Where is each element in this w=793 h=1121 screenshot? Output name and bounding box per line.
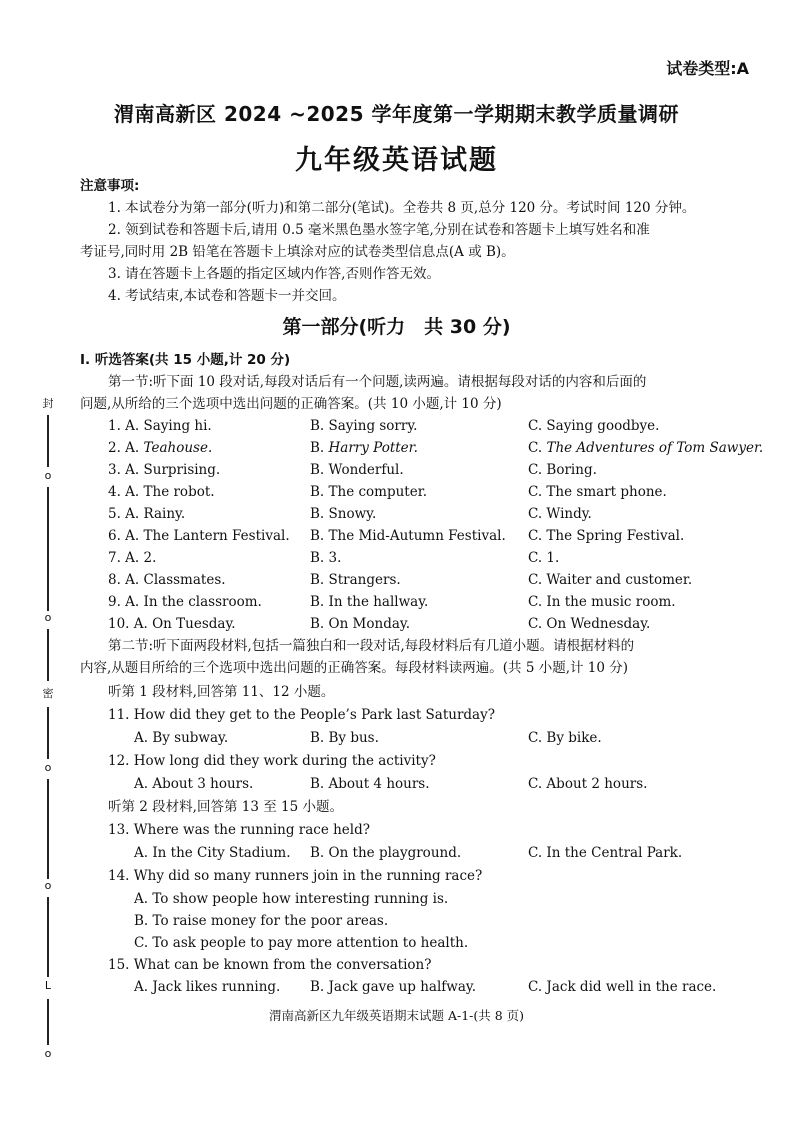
question-6-option-a: 6. A. The Lantern Festival. bbox=[108, 528, 290, 544]
question-15-option-a: A. Jack likes running. bbox=[134, 979, 281, 995]
question-2-option-a: 2. A. Teahouse. bbox=[108, 440, 213, 456]
binding-mark: 密 bbox=[42, 687, 54, 700]
question-12-stem: 12. How long did they work during the activity? bbox=[108, 753, 436, 769]
material-2-instruction: 听第 2 段材料,回答第 13 至 15 小题。 bbox=[108, 799, 343, 815]
note-line: 2. 领到试卷和答题卡后,请用 0.5 毫米黑色墨水签字笔,分别在试卷和答题卡上填写姓名和准 bbox=[108, 222, 650, 238]
question-13-option-a: A. In the City Stadium. bbox=[134, 845, 291, 861]
paper-type-label: 试卷类型:A bbox=[666, 59, 749, 78]
binding-mark: L bbox=[44, 979, 52, 992]
question-8-option-c: C. Waiter and customer. bbox=[528, 572, 693, 588]
question-9-option-c: C. In the music room. bbox=[528, 594, 676, 610]
question-14-option-a: A. To show people how interesting running is. bbox=[134, 891, 449, 907]
question-14-option-c: C. To ask people to pay more attention to health. bbox=[134, 935, 469, 951]
binding-mark: 封 bbox=[42, 397, 54, 410]
note-line: 1. 本试卷分为第一部分(听力)和第二部分(笔试)。全卷共 8 页,总分 120 分。考试时间 120 分钟。 bbox=[108, 200, 696, 216]
question-7-option-b: B. 3. bbox=[310, 550, 342, 566]
question-6-option-c: C. The Spring Festival. bbox=[528, 528, 685, 544]
question-4-option-a: 4. A. The robot. bbox=[108, 484, 215, 500]
note-line: 4. 考试结束,本试卷和答题卡一并交回。 bbox=[108, 288, 346, 304]
question-5-option-a: 5. A. Rainy. bbox=[108, 506, 186, 522]
binding-line bbox=[40, 395, 56, 1065]
exam-subtitle: 九年级英语试题 bbox=[295, 145, 498, 176]
section1-intro: 第一节:听下面 10 段对话,每段对话后有一个问题,读两遍。请根据每段对话的内容和后面的 bbox=[108, 374, 647, 390]
question-9-option-a: 9. A. In the classroom. bbox=[108, 594, 262, 610]
question-1-option-b: B. Saying sorry. bbox=[310, 418, 418, 434]
question-11-option-b: B. By bus. bbox=[310, 730, 379, 746]
binding-mark: o bbox=[44, 761, 52, 774]
binding-line-segment bbox=[47, 779, 49, 879]
binding-mark: o bbox=[44, 879, 52, 892]
question-15-stem: 15. What can be known from the conversation? bbox=[108, 957, 432, 973]
question-8-option-a: 8. A. Classmates. bbox=[108, 572, 226, 588]
question-5-option-c: C. Windy. bbox=[528, 506, 592, 522]
question-13-stem: 13. Where was the running race held? bbox=[108, 822, 370, 838]
question-10-option-a: 10. A. On Tuesday. bbox=[108, 616, 236, 632]
binding-mark: o bbox=[44, 469, 52, 482]
binding-line-segment bbox=[47, 999, 49, 1045]
question-10-option-b: B. On Monday. bbox=[310, 616, 411, 632]
question-8-option-b: B. Strangers. bbox=[310, 572, 401, 588]
notes-heading: 注意事项: bbox=[80, 178, 140, 194]
binding-mark: o bbox=[44, 1047, 52, 1060]
question-3-option-b: B. Wonderful. bbox=[310, 462, 404, 478]
material-1-instruction: 听第 1 段材料,回答第 11、12 小题。 bbox=[108, 684, 335, 700]
question-5-option-b: B. Snowy. bbox=[310, 506, 377, 522]
question-6-option-b: B. The Mid-Autumn Festival. bbox=[310, 528, 506, 544]
question-13-option-b: B. On the playground. bbox=[310, 845, 462, 861]
question-1-option-c: C. Saying goodbye. bbox=[528, 418, 660, 434]
question-12-option-a: A. About 3 hours. bbox=[134, 776, 254, 792]
exam-title: 渭南高新区 2024 ~2025 学年度第一学期期末教学质量调研 bbox=[114, 102, 679, 126]
question-4-option-c: C. The smart phone. bbox=[528, 484, 667, 500]
question-11-stem: 11. How did they get to the People’s Park last Saturday? bbox=[108, 707, 495, 723]
question-9-option-b: B. In the hallway. bbox=[310, 594, 429, 610]
question-15-option-c: C. Jack did well in the race. bbox=[528, 979, 717, 995]
question-12-option-c: C. About 2 hours. bbox=[528, 776, 648, 792]
question-11-option-c: C. By bike. bbox=[528, 730, 602, 746]
question-7-option-c: C. 1. bbox=[528, 550, 560, 566]
question-7-option-a: 7. A. 2. bbox=[108, 550, 157, 566]
question-3-option-a: 3. A. Surprising. bbox=[108, 462, 221, 478]
question-2-option-c: C. The Adventures of Tom Sawyer. bbox=[528, 440, 764, 456]
page-footer: 渭南高新区九年级英语期末试题 A-1-(共 8 页) bbox=[268, 1008, 525, 1023]
part-one-title: 第一部分(听力 共 30 分) bbox=[282, 316, 511, 338]
question-3-option-c: C. Boring. bbox=[528, 462, 597, 478]
section2-intro: 内容,从题目所给的三个选项中选出问题的正确答案。每段材料读两遍。(共 5 小题,计 10 分) bbox=[80, 660, 629, 676]
binding-line-segment bbox=[47, 487, 49, 611]
section2-intro: 第二节:听下面两段材料,包括一篇独白和一段对话,每段材料后有几道小题。请根据材料的 bbox=[108, 638, 635, 654]
question-10-option-c: C. On Wednesday. bbox=[528, 616, 651, 632]
note-line: 3. 请在答题卡上各题的指定区域内作答,否则作答无效。 bbox=[108, 266, 440, 282]
question-12-option-b: B. About 4 hours. bbox=[310, 776, 430, 792]
question-4-option-b: B. The computer. bbox=[310, 484, 427, 500]
question-1-option-a: 1. A. Saying hi. bbox=[108, 418, 212, 434]
question-14-option-b: B. To raise money for the poor areas. bbox=[134, 913, 389, 929]
binding-line-segment bbox=[47, 415, 49, 467]
question-13-option-c: C. In the Central Park. bbox=[528, 845, 683, 861]
binding-mark: o bbox=[44, 611, 52, 624]
note-line: 考证号,同时用 2B 铅笔在答题卡上填涂对应的试卷类型信息点(A 或 B)。 bbox=[80, 244, 515, 260]
question-11-option-a: A. By subway. bbox=[134, 730, 229, 746]
binding-line-segment bbox=[47, 629, 49, 681]
section1-intro: 问题,从所给的三个选项中选出问题的正确答案。(共 10 小题,计 10 分) bbox=[80, 396, 502, 412]
question-2-option-b: B. Harry Potter. bbox=[310, 440, 418, 456]
section-i-heading: Ⅰ. 听选答案(共 15 小题,计 20 分) bbox=[80, 352, 291, 368]
binding-line-segment bbox=[47, 897, 49, 977]
question-14-stem: 14. Why did so many runners join in the running race? bbox=[108, 868, 483, 884]
question-15-option-b: B. Jack gave up halfway. bbox=[310, 979, 477, 995]
binding-line-segment bbox=[47, 707, 49, 759]
